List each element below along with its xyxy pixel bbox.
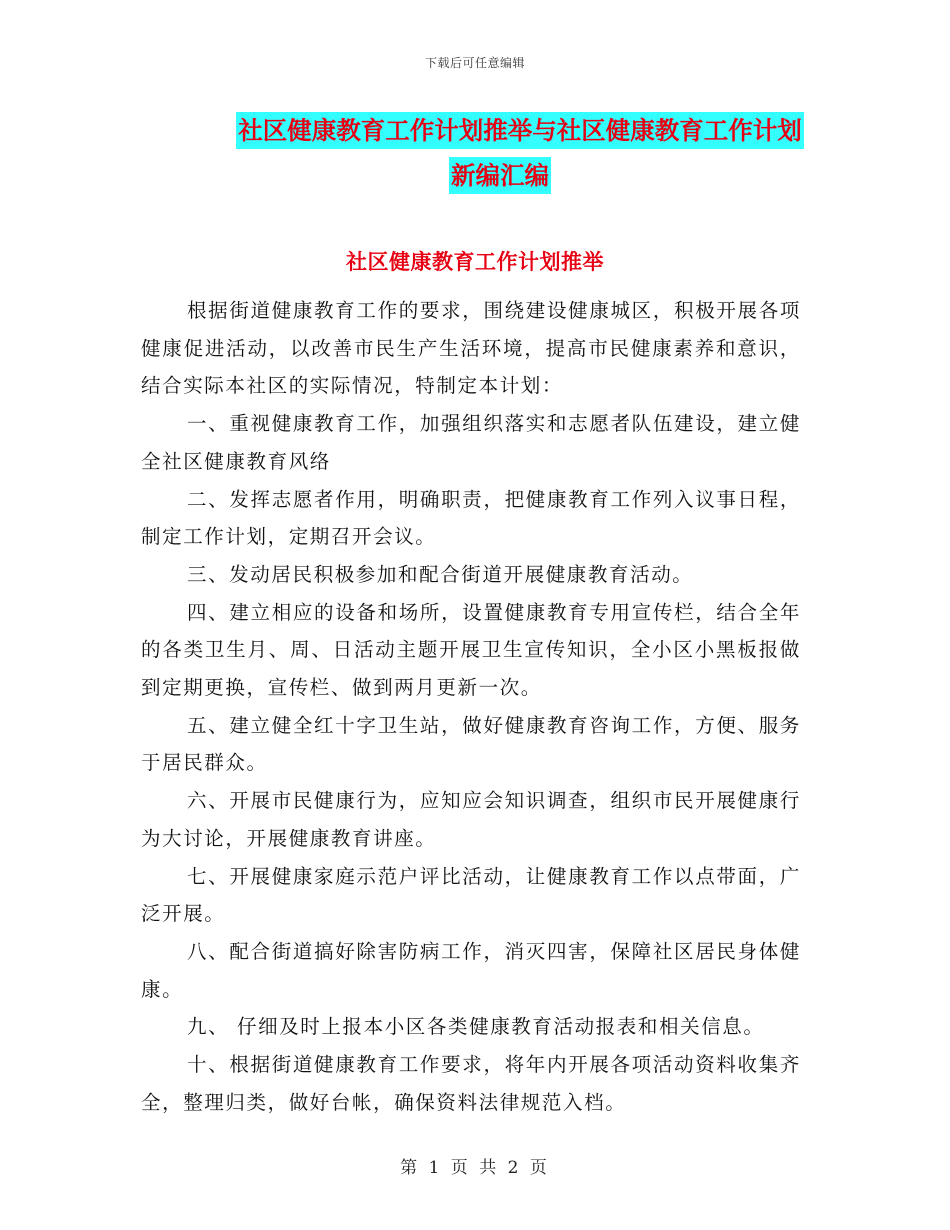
title-line-2: 新编汇编 — [449, 157, 551, 194]
paragraph-item-5: 五、建立健全红十字卫生站，做好健康教育咨询工作，方便、服务于居民群众。 — [141, 713, 801, 775]
paragraph-item-8: 八、配合街道搞好除害防病工作，消灭四害，保障社区居民身体健康。 — [141, 939, 801, 1001]
header-note: 下载后可任意编辑 — [424, 56, 525, 70]
paragraph-item-9: 九、 仔细及时上报本小区各类健康教育活动报表和相关信息。 — [187, 1015, 765, 1039]
paragraph-item-4: 四、建立相应的设备和场所，设置健康教育专用宣传栏，结合全年的各类卫生月、周、日活动主题开展卫生宣传知识，全小区小黑板报做到定期更换，宣传栏、做到两月更新一次。 — [141, 600, 801, 700]
paragraph-item-1: 一、重视健康教育工作，加强组织落实和志愿者队伍建设，建立健全社区健康教育风络 — [141, 412, 801, 473]
paragraph-item-2: 二、发挥志愿者作用，明确职责，把健康教育工作列入议事日程，制定工作计划，定期召开会议。 — [141, 487, 801, 549]
page-footer: 第 1 页 共 2 页 — [400, 1158, 550, 1178]
paragraph-item-3: 三、发动居民积极参加和配合街道开展健康教育活动。 — [187, 562, 694, 586]
title-line-1: 社区健康教育工作计划推举与社区健康教育工作计划 — [236, 112, 804, 149]
paragraph-item-7: 七、开展健康家庭示范户评比活动，让健康教育工作以点带面，广泛开展。 — [141, 864, 801, 926]
paragraph-item-6: 六、开展市民健康行为，应知应会知识调查，组织市民开展健康行为大讨论，开展健康教育讲座。 — [141, 789, 801, 850]
body-text — [141, 292, 801, 1121]
paragraph-intro: 根据街道健康教育工作的要求，围绕建设健康城区，积极开展各项健康促进活动，以改善市民生产生活环境，提高市民健康素养和意识，结合实际本社区的实际情况，特制定本计划： — [141, 299, 801, 398]
document-title — [150, 108, 850, 198]
paragraph-item-10: 十、根据街道健康教育工作要求，将年内开展各项活动资料收集齐全，整理归类，做好台帐，确保资料法律规范入档。 — [141, 1053, 801, 1114]
section-title: 社区健康教育工作计划推举 — [346, 250, 604, 274]
